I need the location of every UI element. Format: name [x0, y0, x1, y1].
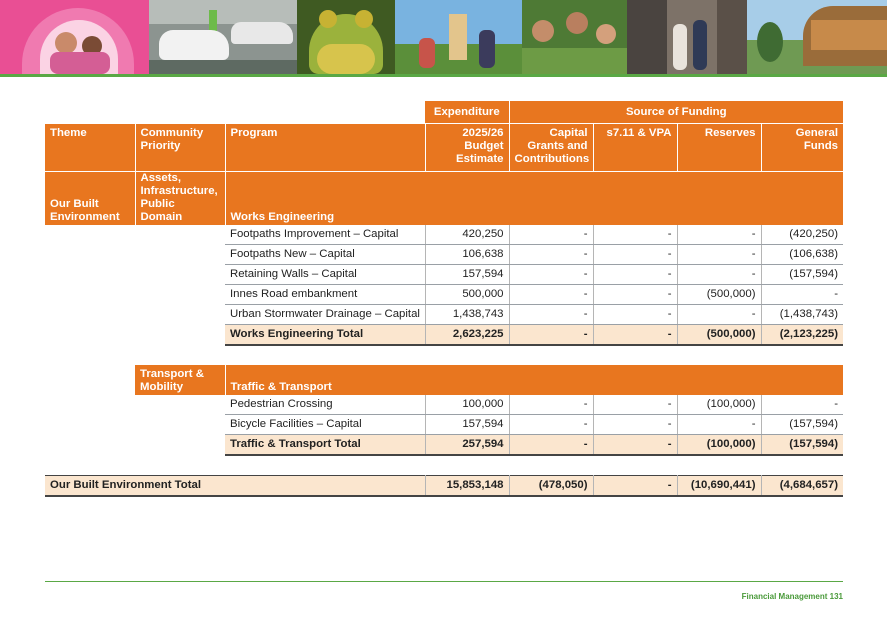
general-funds-header: General Funds: [761, 124, 843, 172]
row-budget: 157,594: [425, 415, 509, 435]
program-label: Works Engineering: [225, 172, 843, 226]
total-budget: 257,594: [425, 435, 509, 456]
row-name: Footpaths New – Capital: [225, 245, 425, 265]
row-s711: -: [593, 285, 677, 305]
total-budget: 2,623,225: [425, 325, 509, 346]
row-general: -: [761, 395, 843, 415]
grand-total-general: (4,684,657): [761, 476, 843, 497]
row-capital: -: [509, 265, 593, 285]
grand-total-name: Our Built Environment Total: [45, 476, 425, 497]
total-reserves: (500,000): [677, 325, 761, 346]
row-reserves: (500,000): [677, 285, 761, 305]
total-s711: -: [593, 435, 677, 456]
row-s711: -: [593, 395, 677, 415]
row-name: Footpaths Improvement – Capital: [225, 225, 425, 245]
row-s711: -: [593, 265, 677, 285]
row-budget: 157,594: [425, 265, 509, 285]
row-budget: 1,438,743: [425, 305, 509, 325]
row-general: (420,250): [761, 225, 843, 245]
budget-table: [45, 101, 843, 497]
photo-children-play-tunnel: [0, 0, 149, 74]
row-name: Bicycle Facilities – Capital: [225, 415, 425, 435]
row-reserves: (100,000): [677, 395, 761, 415]
community-priority-header: Community Priority: [135, 124, 225, 172]
row-general: (106,638): [761, 245, 843, 265]
grand-total-capital: (478,050): [509, 476, 593, 497]
total-s711: -: [593, 325, 677, 346]
row-reserves: -: [677, 265, 761, 285]
row-name: Innes Road embankment: [225, 285, 425, 305]
expenditure-header: Expenditure: [425, 101, 509, 124]
photo-cafe-building: [747, 0, 887, 74]
row-budget: 100,000: [425, 395, 509, 415]
header-group-row: [45, 101, 843, 124]
row-s711: -: [593, 305, 677, 325]
community-priority-label: Transport & Mobility: [135, 365, 225, 395]
capital-grants-header: Capital Grants and Contributions: [509, 124, 593, 172]
row-budget: 106,638: [425, 245, 509, 265]
grand-total-budget: 15,853,148: [425, 476, 509, 497]
row-s711: -: [593, 415, 677, 435]
table-row: [45, 395, 843, 415]
total-general: (2,123,225): [761, 325, 843, 346]
total-reserves: (100,000): [677, 435, 761, 456]
grand-total-reserves: (10,690,441): [677, 476, 761, 497]
row-reserves: -: [677, 245, 761, 265]
table-row: [45, 305, 843, 325]
total-name: Works Engineering Total: [225, 325, 425, 346]
grand-total-s711: -: [593, 476, 677, 497]
table-row: [45, 265, 843, 285]
table-row: [45, 415, 843, 435]
section-header-row: [45, 365, 843, 395]
row-capital: -: [509, 245, 593, 265]
photo-ev-charging-cars: [149, 0, 297, 74]
row-reserves: -: [677, 305, 761, 325]
source-of-funding-header: Source of Funding: [509, 101, 843, 124]
section-total-row: [45, 435, 843, 456]
total-general: (157,594): [761, 435, 843, 456]
table-row: [45, 285, 843, 305]
photo-giant-jenga: [395, 0, 522, 74]
theme-header: Theme: [45, 124, 135, 172]
row-capital: -: [509, 395, 593, 415]
community-priority-label: Assets, Infrastructure, Public Domain: [135, 172, 225, 226]
table-row: [45, 225, 843, 245]
section-total-row: [45, 325, 843, 346]
footer-divider: [45, 581, 843, 582]
total-capital: -: [509, 325, 593, 346]
program-header: Program: [225, 124, 425, 172]
budget-estimate-header: 2025/26 Budget Estimate: [425, 124, 509, 172]
row-capital: -: [509, 225, 593, 245]
photo-frog: [297, 0, 395, 74]
row-s711: -: [593, 225, 677, 245]
reserves-header: Reserves: [677, 124, 761, 172]
row-s711: -: [593, 245, 677, 265]
photo-children-nature: [522, 0, 627, 74]
row-general: (157,594): [761, 265, 843, 285]
photo-street-walkers: [627, 0, 747, 74]
program-label: Traffic & Transport: [225, 365, 843, 395]
row-capital: -: [509, 285, 593, 305]
row-name: Retaining Walls – Capital: [225, 265, 425, 285]
row-capital: -: [509, 415, 593, 435]
row-general: (157,594): [761, 415, 843, 435]
row-general: -: [761, 285, 843, 305]
theme-label: Our Built Environment: [45, 172, 135, 226]
row-name: Pedestrian Crossing: [225, 395, 425, 415]
section-header-row: [45, 172, 843, 226]
page-footer: Financial Management 131: [741, 592, 843, 601]
banner-divider: [0, 74, 887, 77]
s711-vpa-header: s7.11 & VPA: [593, 124, 677, 172]
row-reserves: -: [677, 225, 761, 245]
row-name: Urban Stormwater Drainage – Capital: [225, 305, 425, 325]
photo-banner: [0, 0, 887, 74]
total-capital: -: [509, 435, 593, 456]
grand-total-row: [45, 476, 843, 497]
row-budget: 500,000: [425, 285, 509, 305]
total-name: Traffic & Transport Total: [225, 435, 425, 456]
row-general: (1,438,743): [761, 305, 843, 325]
table-row: [45, 245, 843, 265]
row-budget: 420,250: [425, 225, 509, 245]
row-reserves: -: [677, 415, 761, 435]
header-row: [45, 124, 843, 172]
row-capital: -: [509, 305, 593, 325]
